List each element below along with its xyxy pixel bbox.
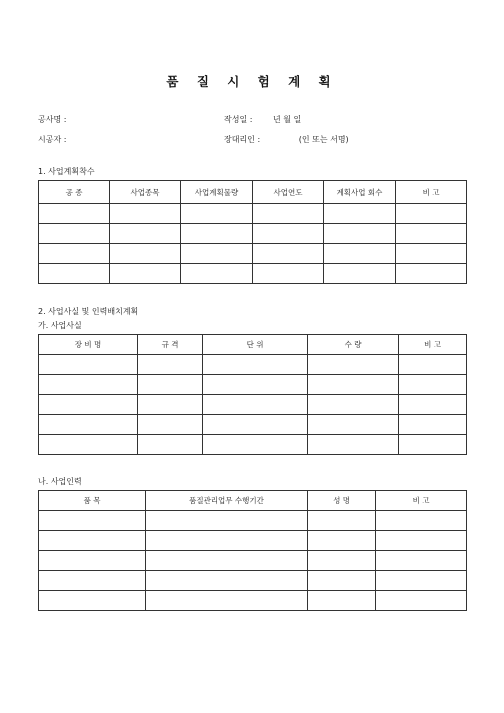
table-row [39,375,467,395]
column-header: 수 량 [308,335,399,355]
table-cell[interactable] [181,204,253,224]
table-cell[interactable] [146,551,308,571]
site-agent-value: (인 또는 서명) [298,135,349,144]
table-cell[interactable] [146,511,308,531]
table-cell[interactable] [308,551,376,571]
column-header: 비 고 [396,181,467,204]
table-cell[interactable] [146,571,308,591]
table-cell[interactable] [110,264,181,284]
table-cell[interactable] [253,264,324,284]
table-cell[interactable] [203,435,308,455]
table-cell[interactable] [399,355,467,375]
table-row [39,204,467,224]
table-cell[interactable] [308,531,376,551]
table-row [39,244,467,264]
table-row [39,511,467,531]
table-cell[interactable] [39,435,138,455]
column-header: 성 명 [308,491,376,511]
column-header: 공 종 [39,181,110,204]
column-header: 장 비 명 [39,335,138,355]
table-cell[interactable] [39,355,138,375]
personnel-table [38,490,467,611]
column-header: 품질관리업무 수행기간 [146,491,308,511]
table-body [39,204,467,284]
table-cell[interactable] [324,264,396,284]
table-cell[interactable] [396,244,467,264]
table-cell[interactable] [308,355,399,375]
table-cell[interactable] [203,415,308,435]
table-cell[interactable] [376,511,467,531]
table-cell[interactable] [138,435,203,455]
project-name-label: 공사명 : [38,115,67,124]
table-cell[interactable] [138,395,203,415]
table-cell[interactable] [181,264,253,284]
table-cell[interactable] [396,224,467,244]
table-cell[interactable] [399,435,467,455]
table-cell[interactable] [308,415,399,435]
section1-heading: 1. 사업계획착수 [38,167,95,176]
date-field [224,114,301,125]
site-agent-field [224,134,349,145]
table-cell[interactable] [110,244,181,264]
table-cell[interactable] [396,204,467,224]
table-cell[interactable] [39,591,146,611]
table-cell[interactable] [308,435,399,455]
table-cell[interactable] [399,375,467,395]
table-header-row [39,181,467,204]
column-header: 비 고 [399,335,467,355]
table-cell[interactable] [253,244,324,264]
contractor-field [38,134,66,145]
site-agent-label: 장대리인 : [224,135,261,144]
table-cell[interactable] [39,511,146,531]
table-cell[interactable] [110,204,181,224]
table-row [39,531,467,551]
table-cell[interactable] [324,224,396,244]
table-cell[interactable] [138,355,203,375]
table-cell[interactable] [110,224,181,244]
table-cell[interactable] [146,531,308,551]
date-value: 년 월 일 [272,115,302,124]
table-body [39,355,467,455]
table-cell[interactable] [324,244,396,264]
page-title: 품 질 시 험 계 획 [166,74,338,89]
table-row [39,264,467,284]
table-cell[interactable] [39,395,138,415]
section2-subheading: 가. 사업사실 [38,321,82,330]
column-header: 사업계획물량 [181,181,253,204]
date-label: 작성일 : [224,115,253,124]
table-cell[interactable] [308,375,399,395]
table-header-row [39,335,467,355]
table-cell[interactable] [376,531,467,551]
table-row [39,224,467,244]
column-header: 품 목 [39,491,146,511]
table-cell[interactable] [376,551,467,571]
table-cell[interactable] [376,591,467,611]
table-cell[interactable] [253,224,324,244]
table-row [39,415,467,435]
table-cell[interactable] [138,415,203,435]
table-cell[interactable] [203,395,308,415]
table-cell[interactable] [39,551,146,571]
table-cell[interactable] [39,264,110,284]
table-cell[interactable] [39,531,146,551]
table-cell[interactable] [181,244,253,264]
business-plan-table [38,180,467,284]
column-header: 사업종목 [110,181,181,204]
table-cell[interactable] [39,204,110,224]
table-cell[interactable] [203,355,308,375]
table-cell[interactable] [399,415,467,435]
table-cell[interactable] [138,375,203,395]
table-cell[interactable] [324,204,396,224]
table-cell[interactable] [39,415,138,435]
table-cell[interactable] [39,224,110,244]
table-cell[interactable] [39,244,110,264]
table-cell[interactable] [39,571,146,591]
table-cell[interactable] [308,511,376,531]
table-row [39,551,467,571]
section3-heading: 나. 사업인력 [38,477,82,486]
section2-heading: 2. 사업사실 및 인력배치계획 [38,307,139,316]
table-cell[interactable] [308,571,376,591]
table-cell[interactable] [399,395,467,415]
table-cell[interactable] [376,571,467,591]
project-name-field [38,114,66,125]
table-cell[interactable] [253,204,324,224]
table-cell[interactable] [146,591,308,611]
table-row [39,395,467,415]
column-header: 단 위 [203,335,308,355]
table-row [39,355,467,375]
table-row [39,435,467,455]
table-body [39,511,467,611]
column-header: 사업연도 [253,181,324,204]
table-cell[interactable] [203,375,308,395]
column-header: 규 격 [138,335,203,355]
equipment-table [38,334,467,455]
table-row [39,571,467,591]
table-cell[interactable] [308,395,399,415]
table-cell[interactable] [396,264,467,284]
column-header: 계획사업 회수 [324,181,396,204]
table-row [39,591,467,611]
table-cell[interactable] [181,224,253,244]
column-header: 비 고 [376,491,467,511]
table-cell[interactable] [308,591,376,611]
table-cell[interactable] [39,375,138,395]
contractor-label: 시공자 : [38,135,67,144]
table-header-row [39,491,467,511]
